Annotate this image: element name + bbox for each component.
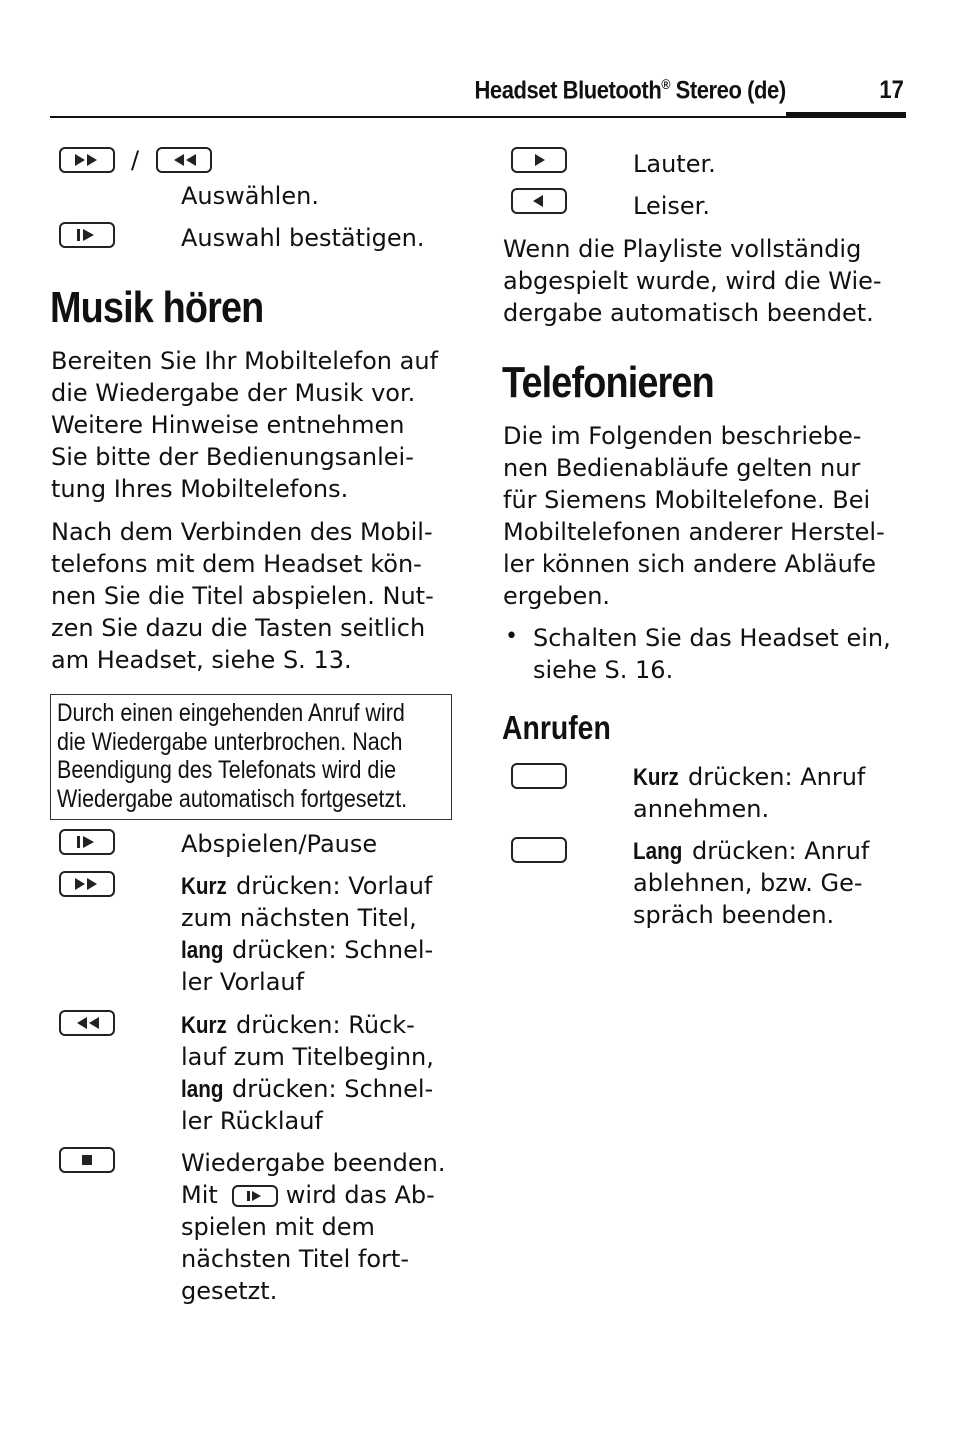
accept-line1: Kurz drücken: Anruf	[633, 763, 866, 791]
quieter-label: Leiser.	[633, 192, 710, 220]
header-title: Headset Bluetooth® Stereo (de)	[474, 76, 786, 105]
para1-line: Bereiten Sie Ihr Mobiltelefon auf	[51, 347, 439, 375]
playlist-line: dergabe automatisch beendet.	[503, 299, 874, 327]
play-pause-label: Abspielen/Pause	[181, 830, 378, 858]
note-line: Wiedergabe automatisch fortgesetzt.	[57, 784, 408, 813]
ff-line1: Kurz drücken: Vorlauf	[181, 872, 433, 900]
rw-line1: Kurz drücken: Rück-	[181, 1011, 415, 1039]
para1-line: tung Ihres Mobiltelefons.	[51, 475, 349, 503]
header-rule	[50, 116, 906, 118]
call-key-icon	[511, 763, 567, 789]
volume-down-key-icon	[511, 188, 567, 214]
fast-forward-key-icon	[59, 147, 115, 173]
note-text	[57, 699, 418, 813]
reject-line1: Lang drücken: Anruf	[633, 837, 870, 865]
stop-line4: nächsten Titel fort-	[181, 1245, 409, 1273]
stop-line5: gesetzt.	[181, 1277, 278, 1305]
volume-up-key-icon	[511, 147, 567, 173]
note-line: Beendigung des Telefonats wird die	[57, 756, 397, 784]
page-number: 17	[879, 76, 904, 104]
phone-para-line: ler können sich andere Abläufe	[503, 550, 876, 578]
para2-line: am Headset, siehe S. 13.	[51, 646, 352, 674]
louder-label: Lauter.	[633, 150, 716, 178]
note-line: die Wiedergabe unterbrochen. Nach	[57, 727, 403, 756]
bullet-line: siehe S. 16.	[533, 656, 674, 684]
select-label: Auswählen.	[181, 182, 319, 210]
rw-line4: ler Rücklauf	[181, 1107, 323, 1135]
phone-para-line: nen Bedienabläufe gelten nur	[503, 454, 861, 482]
page-header	[50, 72, 906, 120]
heading-musik-hoeren: Musik hören	[50, 283, 264, 332]
para1-line: Weitere Hinweise entnehmen	[51, 411, 405, 439]
accept-line2: annehmen.	[633, 795, 770, 823]
reject-line2: ablehnen, bzw. Ge-	[633, 869, 863, 897]
bullet-dot: •	[505, 624, 518, 649]
playlist-line: Wenn die Playliste vollständig	[503, 235, 862, 263]
playlist-line: abgespielt wurde, wird die Wie-	[503, 267, 882, 295]
stop-line1: Wiedergabe beenden.	[181, 1149, 446, 1177]
phone-para-line: für Siemens Mobiltelefone. Bei	[503, 486, 871, 514]
para2-line: telefons mit dem Headset kön-	[51, 550, 422, 578]
call-key-icon	[511, 837, 567, 863]
rw-line3: lang drücken: Schnel-	[181, 1075, 434, 1103]
reject-line3: spräch beenden.	[633, 901, 835, 929]
key-separator: /	[131, 146, 140, 174]
stop-key-icon	[59, 1147, 115, 1173]
para1-line: Sie bitte der Bedienungsanlei-	[51, 443, 414, 471]
header-page-bar	[786, 112, 906, 118]
play-pause-key-icon	[232, 1185, 278, 1207]
phone-para-line: Die im Folgenden beschriebe-	[503, 422, 862, 450]
note-line: Durch einen eingehenden Anruf wird	[57, 699, 405, 727]
stop-line2: Mit wird das Ab-	[181, 1181, 435, 1209]
heading-anrufen: Anrufen	[502, 709, 611, 746]
para2-line: zen Sie dazu die Tasten seitlich	[51, 614, 426, 642]
phone-para-line: ergeben.	[503, 582, 611, 610]
fast-forward-key-icon	[59, 871, 115, 897]
ff-line3: lang drücken: Schnel-	[181, 936, 434, 964]
phone-para-line: Mobiltelefonen anderer Herstel-	[503, 518, 885, 546]
rewind-key-icon	[156, 147, 212, 173]
confirm-label: Auswahl bestätigen.	[181, 224, 425, 252]
rewind-key-icon	[59, 1010, 115, 1036]
rw-line2: lauf zum Titelbeginn,	[181, 1043, 434, 1071]
note-box	[50, 694, 452, 820]
ff-line4: ler Vorlauf	[181, 968, 305, 996]
ff-line2: zum nächsten Titel,	[181, 904, 417, 932]
para2-line: Nach dem Verbinden des Mobil-	[51, 518, 433, 546]
bullet-line: Schalten Sie das Headset ein,	[533, 624, 891, 652]
play-pause-key-icon	[59, 829, 115, 855]
play-pause-key-icon	[59, 222, 115, 248]
heading-telefonieren: Telefonieren	[502, 358, 714, 407]
stop-line3: spielen mit dem	[181, 1213, 375, 1241]
para1-line: die Wiedergabe der Musik vor.	[51, 379, 416, 407]
para2-line: nen Sie die Titel abspielen. Nut-	[51, 582, 434, 610]
